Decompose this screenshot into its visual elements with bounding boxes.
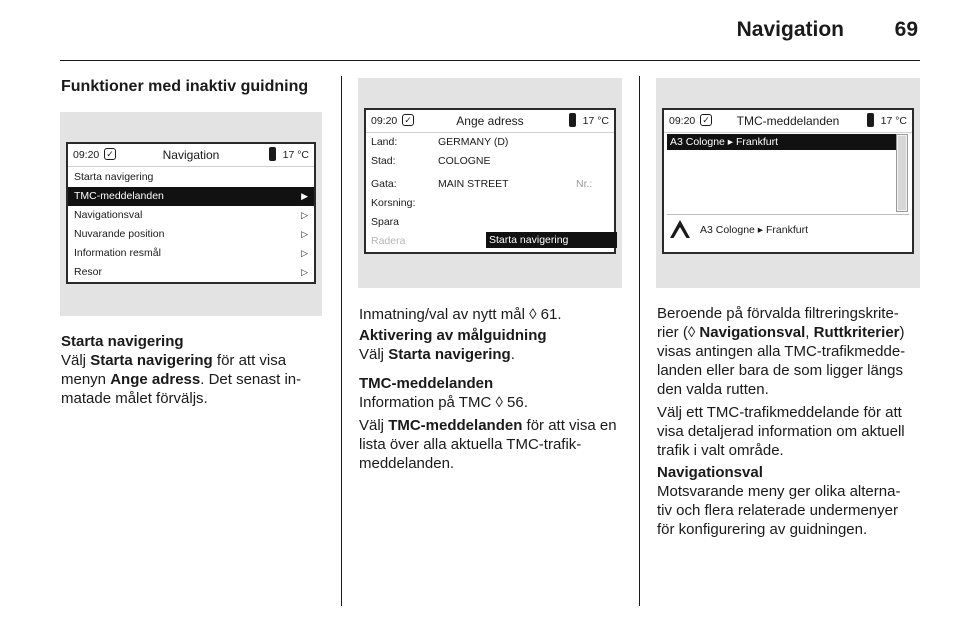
screen-title: Ange adress bbox=[456, 114, 524, 128]
field-label: Stad: bbox=[371, 155, 396, 167]
thermometer-icon bbox=[569, 113, 576, 127]
paragraph-line: Välj Starta navigering. bbox=[359, 346, 515, 363]
tmc-heading: TMC-meddelanden bbox=[359, 375, 494, 392]
menu-item-resor[interactable] bbox=[68, 263, 314, 282]
menu-item-information-resmal[interactable] bbox=[68, 244, 314, 263]
chapter-title: Navigation bbox=[736, 18, 844, 41]
ange-adress-screen bbox=[364, 108, 616, 254]
column-divider-1 bbox=[341, 76, 342, 606]
spara-button[interactable]: Spara bbox=[371, 216, 400, 228]
address-row-stad[interactable] bbox=[366, 152, 614, 171]
address-row-land[interactable] bbox=[366, 133, 614, 152]
paragraph-line: Välj ett TMC-trafikmeddelande för att bbox=[657, 404, 902, 421]
paragraph-line: Information på TMC ◊ 56. bbox=[359, 394, 528, 411]
arrow-right-icon: ▶ bbox=[301, 191, 308, 201]
navigation-menu-screen bbox=[66, 142, 316, 284]
address-row-gata[interactable] bbox=[366, 175, 614, 194]
scrollbar-thumb[interactable] bbox=[898, 136, 906, 210]
field-value: MAIN STREET bbox=[438, 178, 509, 190]
field-label: Gata: bbox=[371, 178, 397, 190]
address-row-radera bbox=[366, 232, 614, 251]
paragraph-line: trafik i valt område. bbox=[657, 442, 784, 459]
paragraph-line: visa detaljerad information om aktuell bbox=[657, 423, 905, 440]
menu-item-label: Starta navigering bbox=[74, 171, 154, 183]
menu-item-label: Nuvarande position bbox=[74, 228, 165, 240]
navigationsval-heading: Navigationsval bbox=[657, 464, 763, 481]
menu-item-label: Information resmål bbox=[74, 247, 161, 259]
aktivering-heading: Aktivering av målguidning bbox=[359, 327, 547, 344]
screen-title: TMC-meddelanden bbox=[736, 114, 840, 128]
paragraph-line: Inmatning/val av nytt mål ◊ 61. bbox=[359, 306, 562, 323]
field-label: Land: bbox=[371, 136, 398, 148]
radera-button[interactable]: Radera bbox=[371, 235, 406, 247]
paragraph-line: landen eller bara de som ligger längs bbox=[657, 362, 903, 379]
starta-navigering-heading: Starta navigering bbox=[61, 333, 184, 350]
paragraph-line: Välj TMC-meddelanden för att visa en bbox=[359, 417, 617, 434]
menu-item-nuvarande-position[interactable] bbox=[68, 225, 314, 244]
clock: 09:20 bbox=[73, 149, 100, 161]
thermometer-icon bbox=[867, 113, 874, 127]
tmc-screen-frame bbox=[656, 78, 920, 288]
screen-title: Navigation bbox=[162, 148, 220, 162]
menu-item-starta-navigering[interactable] bbox=[68, 168, 314, 187]
section-heading: Funktioner med inaktiv guidning bbox=[61, 78, 309, 95]
address-row-spara[interactable] bbox=[366, 213, 614, 232]
paragraph-line: menyn Ange adress. Det senast in- bbox=[61, 371, 302, 388]
tmc-detail-text: A3 Cologne ▸ Frankfurt bbox=[700, 224, 808, 236]
temperature: 17 °C bbox=[880, 115, 907, 127]
paragraph-line: tiv och flera relaterade undermenyer bbox=[657, 502, 898, 519]
address-row-korsning[interactable] bbox=[366, 194, 614, 213]
paragraph-line: Välj Starta navigering för att visa bbox=[61, 352, 287, 369]
page-number: 69 bbox=[894, 18, 918, 41]
menu-item-label: Resor bbox=[74, 266, 103, 278]
tmc-list-item-selected[interactable]: A3 Cologne ▸ Frankfurt bbox=[667, 134, 900, 150]
screen-header bbox=[664, 110, 912, 133]
arrow-right-icon: ▷ bbox=[301, 210, 308, 220]
arrow-right-icon: ▷ bbox=[301, 248, 308, 258]
paragraph-line: matade målet förväljs. bbox=[61, 390, 208, 407]
paragraph-line: för konfigurering av guidningen. bbox=[657, 521, 868, 538]
paragraph-line: lista över alla aktuella TMC-trafik- bbox=[359, 436, 582, 453]
screen-header bbox=[68, 144, 314, 167]
divider bbox=[667, 214, 909, 215]
arrow-right-icon: ▷ bbox=[301, 267, 308, 277]
page-header bbox=[60, 0, 920, 61]
traffic-warning-icon-inner bbox=[673, 227, 687, 239]
arrow-right-icon: ▷ bbox=[301, 229, 308, 239]
menu-item-label: TMC-meddelanden bbox=[74, 190, 164, 202]
paragraph-line: Motsvarande meny ger olika alterna- bbox=[657, 483, 901, 500]
check-icon: ✓ bbox=[104, 148, 116, 160]
temperature: 17 °C bbox=[282, 149, 309, 161]
menu-item-label: Navigationsval bbox=[74, 209, 143, 221]
address-screen-frame bbox=[358, 78, 622, 288]
temperature: 17 °C bbox=[582, 115, 609, 127]
field-value: COLOGNE bbox=[438, 155, 491, 167]
scrollbar[interactable] bbox=[896, 134, 908, 212]
number-field-label[interactable]: Nr.: bbox=[576, 178, 593, 190]
column-divider-2 bbox=[639, 76, 640, 606]
menu-item-tmc-meddelanden[interactable] bbox=[68, 187, 314, 206]
paragraph-line: meddelanden. bbox=[359, 455, 455, 472]
field-label: Korsning: bbox=[371, 197, 416, 209]
clock: 09:20 bbox=[371, 115, 398, 127]
field-value: GERMANY (D) bbox=[438, 136, 509, 148]
thermometer-icon bbox=[269, 147, 276, 161]
screen-header bbox=[366, 110, 614, 133]
paragraph-line: den valda rutten. bbox=[657, 381, 769, 398]
starta-navigering-button[interactable]: Starta navigering bbox=[486, 232, 617, 248]
tmc-meddelanden-screen bbox=[662, 108, 914, 254]
check-icon: ✓ bbox=[402, 114, 414, 126]
paragraph-line: Beroende på förvalda filtreringskrite- bbox=[657, 305, 899, 322]
paragraph-line: visas antingen alla TMC-trafikmedde- bbox=[657, 343, 906, 360]
paragraph-line: rier (◊ Navigationsval, Ruttkriterier) bbox=[657, 324, 905, 341]
check-icon: ✓ bbox=[700, 114, 712, 126]
clock: 09:20 bbox=[669, 115, 696, 127]
navigation-screen-frame bbox=[60, 112, 322, 316]
menu-item-navigationsval[interactable] bbox=[68, 206, 314, 225]
